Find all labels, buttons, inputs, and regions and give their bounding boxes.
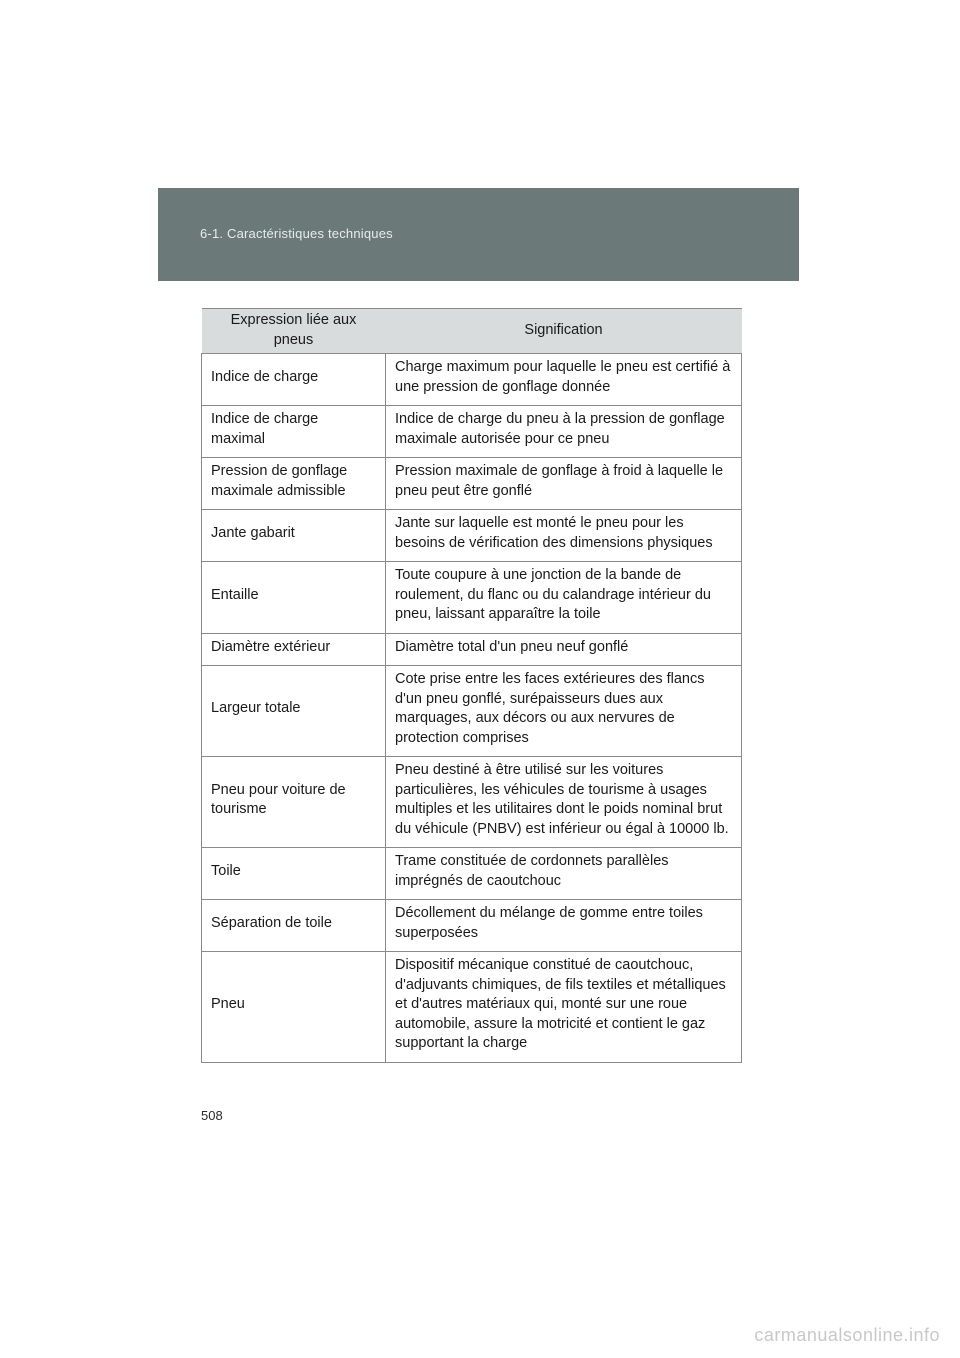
meaning-cell: Diamètre total d'un pneu neuf gonflé bbox=[386, 633, 742, 666]
meaning-cell: Charge maximum pour laquelle le pneu est certifié à une pression de gonflage donnée bbox=[386, 354, 742, 406]
table-row bbox=[202, 458, 742, 510]
table-row bbox=[202, 666, 742, 757]
section-title: 6-1. Caractéristiques techniques bbox=[200, 226, 393, 241]
meaning-cell: Jante sur laquelle est monté le pneu pour les besoins de vérification des dimensions physiques bbox=[386, 510, 742, 562]
watermark: carmanualsonline.info bbox=[754, 1325, 940, 1345]
term-cell: Pression de gonflage maximale admissible bbox=[202, 458, 386, 510]
table-header-row bbox=[202, 309, 742, 354]
column-header-term: Expression liée aux pneus bbox=[202, 309, 386, 354]
meaning-cell: Indice de charge du pneu à la pression de gonflage maximale autorisée pour ce pneu bbox=[386, 406, 742, 458]
term-cell: Jante gabarit bbox=[202, 510, 386, 562]
table-row bbox=[202, 757, 742, 848]
tire-terms-table bbox=[201, 308, 742, 1063]
term-cell: Entaille bbox=[202, 562, 386, 634]
column-header-meaning: Signification bbox=[386, 309, 742, 354]
term-cell: Séparation de toile bbox=[202, 900, 386, 952]
table-row bbox=[202, 633, 742, 666]
term-cell: Indice de charge maximal bbox=[202, 406, 386, 458]
table-row bbox=[202, 952, 742, 1063]
term-cell: Pneu bbox=[202, 952, 386, 1063]
term-cell: Pneu pour voiture de tourisme bbox=[202, 757, 386, 848]
table-row bbox=[202, 406, 742, 458]
meaning-cell: Pneu destiné à être utilisé sur les voitures particulières, les véhicules de tourisme à usages multiples et les utilitaires dont le poids nominal brut du véhicule (PNBV) est inférieur ou égal à 10000 lb. bbox=[386, 757, 742, 848]
table-row bbox=[202, 900, 742, 952]
meaning-cell: Pression maximale de gonflage à froid à laquelle le pneu peut être gonflé bbox=[386, 458, 742, 510]
term-cell: Indice de charge bbox=[202, 354, 386, 406]
header-band bbox=[158, 188, 799, 281]
table-row bbox=[202, 848, 742, 900]
meaning-cell: Cote prise entre les faces extérieures des flancs d'un pneu gonflé, surépaisseurs dues aux marquages, aux décors ou aux nervures de protection comprises bbox=[386, 666, 742, 757]
meaning-cell: Dispositif mécanique constitué de caoutchouc, d'adjuvants chimiques, de fils textiles et métalliques et d'autres matériaux qui, monté sur une roue automobile, assure la motricité et contient le gaz supportant la charge bbox=[386, 952, 742, 1063]
meaning-cell: Toute coupure à une jonction de la bande de roulement, du flanc ou du calandrage intérieur du pneu, laissant apparaître la toile bbox=[386, 562, 742, 634]
term-cell: Largeur totale bbox=[202, 666, 386, 757]
table-row bbox=[202, 510, 742, 562]
meaning-cell: Trame constituée de cordonnets parallèles imprégnés de caoutchouc bbox=[386, 848, 742, 900]
meaning-cell: Décollement du mélange de gomme entre toiles superposées bbox=[386, 900, 742, 952]
page-number: 508 bbox=[201, 1108, 223, 1123]
term-cell: Toile bbox=[202, 848, 386, 900]
term-cell: Diamètre extérieur bbox=[202, 633, 386, 666]
table-row bbox=[202, 562, 742, 634]
table-row bbox=[202, 354, 742, 406]
